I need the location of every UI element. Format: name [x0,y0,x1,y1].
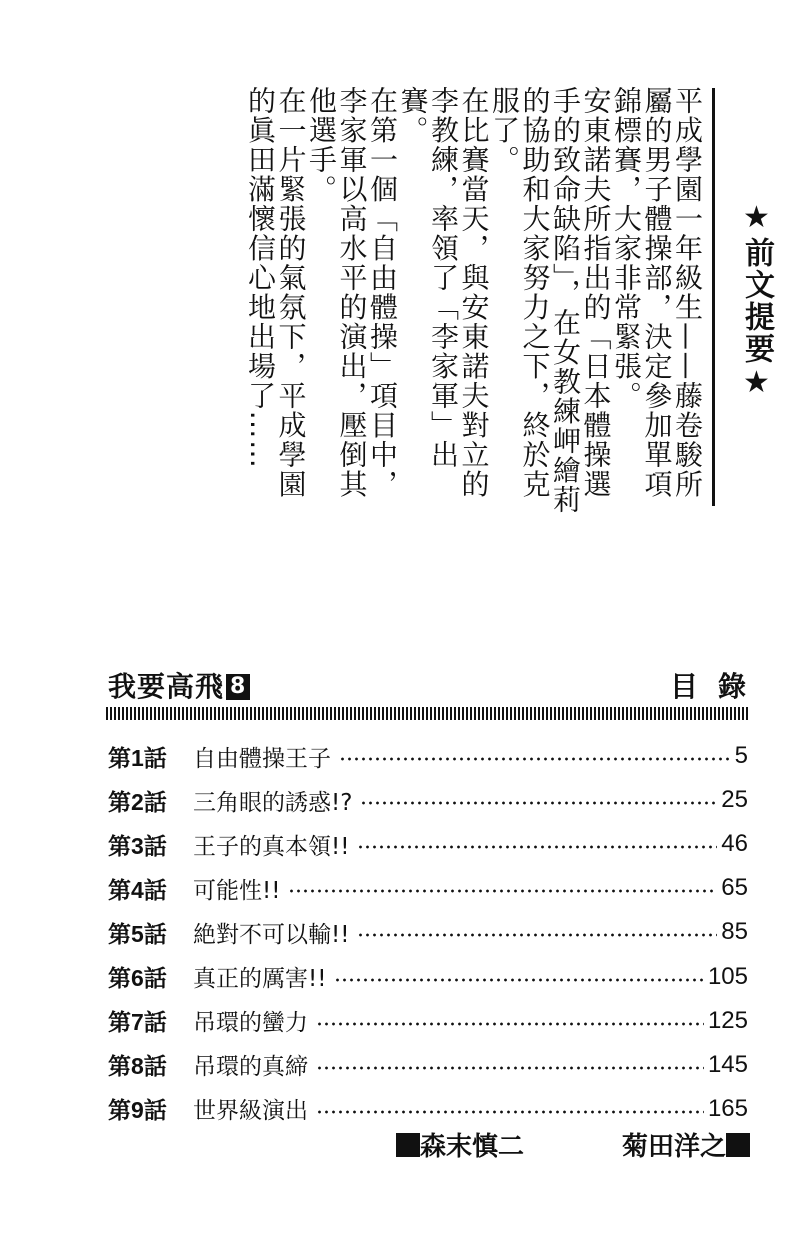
dot-leader [316,1064,704,1072]
synopsis-paragraph: 平成學園一年級生——藤卷駿所屬的男子體操部，決定參加單項錦標賽，大家非常緊張。 [610,86,704,499]
chapter-number: 第8話 [108,1053,167,1080]
toc-entry-7[interactable] [108,999,748,1043]
chapter-title: 可能性!! [193,877,281,904]
chapter-number: 第7話 [108,1009,167,1036]
chapter-number: 第3話 [108,832,167,859]
chapter-title: 吊環的真締 [193,1054,308,1081]
chapter-number: 第6話 [108,965,167,992]
volume-badge: 8 [226,674,250,700]
author-name: 森末慎二 [420,1132,525,1162]
chapter-page: 85 [721,918,748,946]
chapter-page: 165 [707,1094,748,1122]
chapter-title: 自由體操王子 [193,745,331,772]
dot-leader [316,1020,704,1028]
toc-list [108,734,748,1131]
chapter-page: 145 [707,1050,748,1078]
toc-entry-2[interactable] [108,778,748,822]
chapter-page: 46 [721,830,748,858]
chapter-page: 5 [734,742,748,770]
toc-divider [106,707,750,720]
synopsis-rule [712,88,715,506]
chapter-title: 世界級演出 [193,1098,308,1125]
chapter-number: 第5話 [108,920,167,947]
synopsis-paragraph: 在一片緊張的氣氛下，平成學園的眞田滿懷信心地出場了…… [244,86,308,499]
synopsis-paragraph: 在比賽當天，與安東諾夫對立的李教練，率領了「李家軍」出賽。 [396,86,491,499]
credits [396,1126,750,1160]
chapter-title: 王子的真本領!! [193,833,350,860]
dot-leader [288,887,717,895]
dot-leader [360,799,717,807]
dot-leader [339,755,731,763]
author-credit [396,1126,524,1163]
artist-name: 菊田洋之 [621,1132,726,1162]
chapter-number: 第9話 [108,1097,167,1124]
chapter-title: 吊環的蠻力 [193,1010,308,1037]
synopsis-paragraph: 安東諾夫所指出的「日本體操選手的致命缺陷」，在女教練岬繪莉的協助和大家努力之下，終於克服了。 [488,86,613,515]
toc-entry-3[interactable] [108,822,748,866]
square-bullet-icon [396,1133,420,1157]
chapter-title: 三角眼的誘惑!? [193,789,353,816]
toc-entry-6[interactable] [108,954,748,998]
synopsis-body [244,86,704,526]
chapter-number: 第1話 [108,744,167,771]
chapter-number: 第4話 [108,876,167,903]
toc-entry-4[interactable] [108,866,748,910]
dot-leader [334,976,704,984]
toc-header [108,663,766,703]
book-title [108,665,250,705]
chapter-number: 第2話 [108,788,167,815]
chapter-page: 65 [721,874,748,902]
toc-entry-8[interactable] [108,1043,748,1087]
toc-label: 目錄 [669,670,766,703]
synopsis-paragraph: 在第一個「自由體操」項目中，李家軍以高水平的演出，壓倒其他選手。 [305,86,399,499]
dot-leader [357,843,717,851]
toc-entry-1[interactable] [108,734,748,778]
synopsis-heading: ★前文提要★ [739,200,774,402]
square-bullet-icon [726,1133,750,1157]
dot-leader [357,931,717,939]
chapter-title: 真正的厲害!! [193,966,327,993]
chapter-page: 25 [721,786,748,814]
artist-credit [622,1126,750,1163]
dot-leader [316,1108,704,1116]
toc-entry-9[interactable] [108,1087,748,1131]
chapter-page: 105 [707,962,748,990]
book-title-text: 我要高飛 [108,670,225,703]
toc-entry-5[interactable] [108,910,748,954]
chapter-title: 絶對不可以輸!! [193,921,350,948]
chapter-page: 125 [707,1006,748,1034]
